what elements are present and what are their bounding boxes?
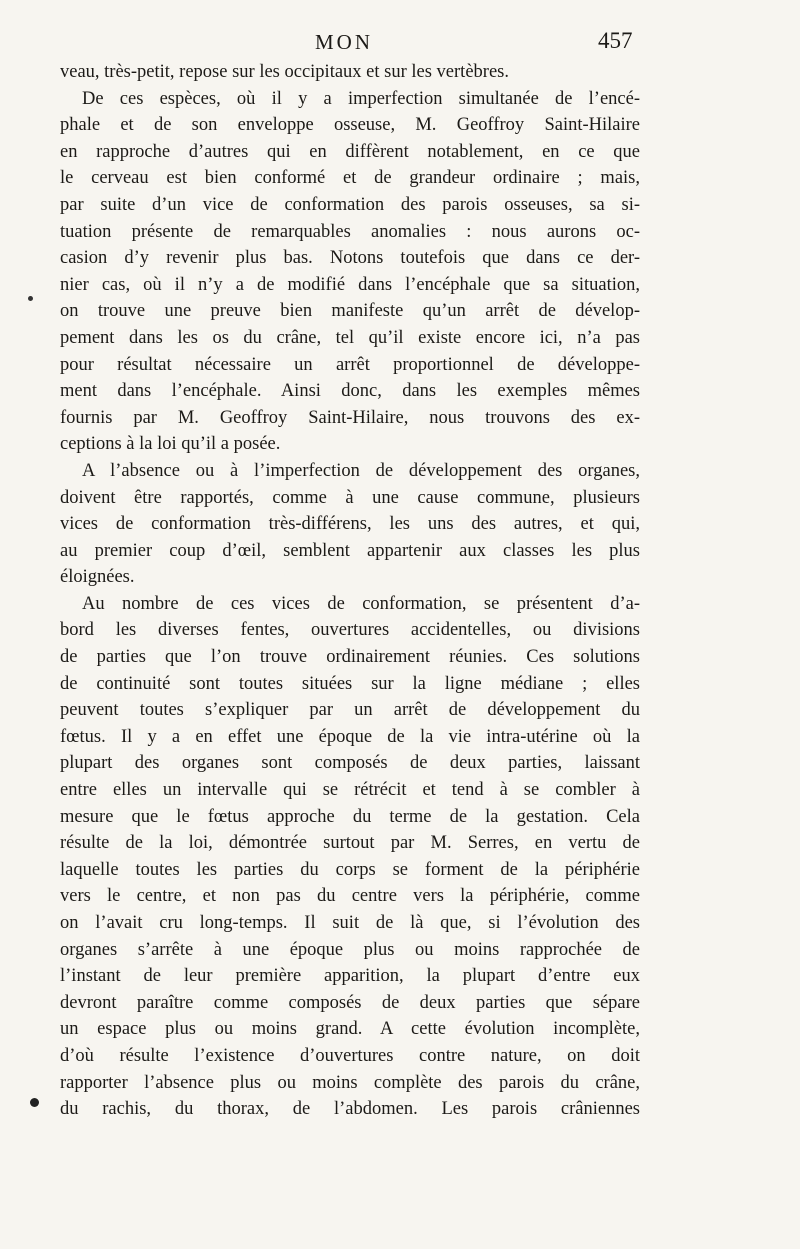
text-line: d’où résulte l’existence d’ouvertures contre nature, on doit xyxy=(60,1045,640,1066)
text-line: A l’absence ou à l’imperfection de développement des organes, xyxy=(82,460,640,481)
text-line: pement dans les os du crâne, tel qu’il existe encore ici, n’a pas xyxy=(60,327,640,348)
ink-dot xyxy=(30,1098,39,1107)
text-line: De ces espèces, où il y a imperfection simultanée de l’encé- xyxy=(82,88,640,109)
text-line: veau, très-petit, repose sur les occipitaux et sur les vertèbres. xyxy=(60,62,509,82)
ink-speck xyxy=(28,296,33,301)
text-line: fœtus. Il y a en effet une époque de la vie intra-utérine où la xyxy=(60,726,640,747)
text-line: du rachis, du thorax, de l’abdomen. Les parois crâniennes xyxy=(60,1099,640,1120)
text-line: l’instant de leur première apparition, la plupart d’entre eux xyxy=(60,966,640,987)
text-line: devront paraître comme composés de deux parties que sépare xyxy=(60,992,640,1013)
text-line: ceptions à la loi qu’il a posée. xyxy=(60,434,281,455)
text-line: doivent être rapportés, comme à une cause commune, plusieurs xyxy=(60,487,640,508)
text-line: peuvent toutes s’expliquer par un arrêt de développement du xyxy=(60,700,640,721)
text-line: nier cas, où il n’y a de modifié dans l’encéphale que sa situation, xyxy=(60,274,640,295)
text-line: entre elles un intervalle qui se rétrécit et tend à se combler à xyxy=(60,780,640,801)
text-line: de parties que l’on trouve ordinairement réunies. Ces solutions xyxy=(60,647,640,668)
text-line: pour résultat nécessaire un arrêt proportionnel de développe- xyxy=(60,354,640,375)
text-line: en rapproche d’autres qui en diffèrent notablement, en ce que xyxy=(60,141,640,162)
text-line: un espace plus ou moins grand. A cette évolution incomplète, xyxy=(60,1019,640,1040)
text-line: vices de conformation très-différens, les uns des autres, et qui, xyxy=(60,514,640,535)
text-line: on l’avait cru long-temps. Il suit de là que, si l’évolution des xyxy=(60,913,640,933)
text-line: ment dans l’encéphale. Ainsi donc, dans les exemples mêmes xyxy=(60,381,640,402)
text-line: on trouve une preuve bien manifeste qu’un arrêt de dévelop- xyxy=(60,301,640,322)
page-number: 457 xyxy=(598,28,633,53)
text-line: par suite d’un vice de conformation des parois osseuses, sa si- xyxy=(60,194,640,215)
text-line: laquelle toutes les parties du corps se forment de la périphérie xyxy=(60,859,640,880)
text-line: plupart des organes sont composés de deux parties, laissant xyxy=(60,753,640,774)
text-line: au premier coup d’œil, semblent appartenir aux classes les plus xyxy=(60,540,640,561)
text-line: Au nombre de ces vices de conformation, se présentent d’a- xyxy=(82,593,640,614)
body-text xyxy=(60,59,640,1123)
text-line: le cerveau est bien conformé et de grandeur ordinaire ; mais, xyxy=(60,168,640,189)
text-line: résulte de la loi, démontrée surtout par M. Serres, en vertu de xyxy=(60,833,640,854)
running-head-title: MON xyxy=(315,30,374,54)
text-line: fournis par M. Geoffroy Saint-Hilaire, nous trouvons des ex- xyxy=(60,407,640,428)
running-head xyxy=(0,30,800,56)
text-line: vers le centre, et non pas du centre vers la périphérie, comme xyxy=(60,886,640,907)
text-line: casion d’y revenir plus bas. Notons toutefois que dans ce der- xyxy=(60,248,640,269)
text-line: de continuité sont toutes situées sur la ligne médiane ; elles xyxy=(60,673,640,694)
text-line: rapporter l’absence plus ou moins complète des parois du crâne, xyxy=(60,1072,640,1093)
text-line: bord les diverses fentes, ouvertures accidentelles, ou divisions xyxy=(60,620,640,641)
text-line: phale et de son enveloppe osseuse, M. Geoffroy Saint-Hilaire xyxy=(60,115,640,136)
text-line: tuation présente de remarquables anomalies : nous aurons oc- xyxy=(60,221,640,242)
text-line: éloignées. xyxy=(60,567,135,588)
text-line: organes s’arrête à une époque plus ou moins rapprochée de xyxy=(60,939,640,960)
text-line: mesure que le fœtus approche du terme de la gestation. Cela xyxy=(60,806,640,827)
